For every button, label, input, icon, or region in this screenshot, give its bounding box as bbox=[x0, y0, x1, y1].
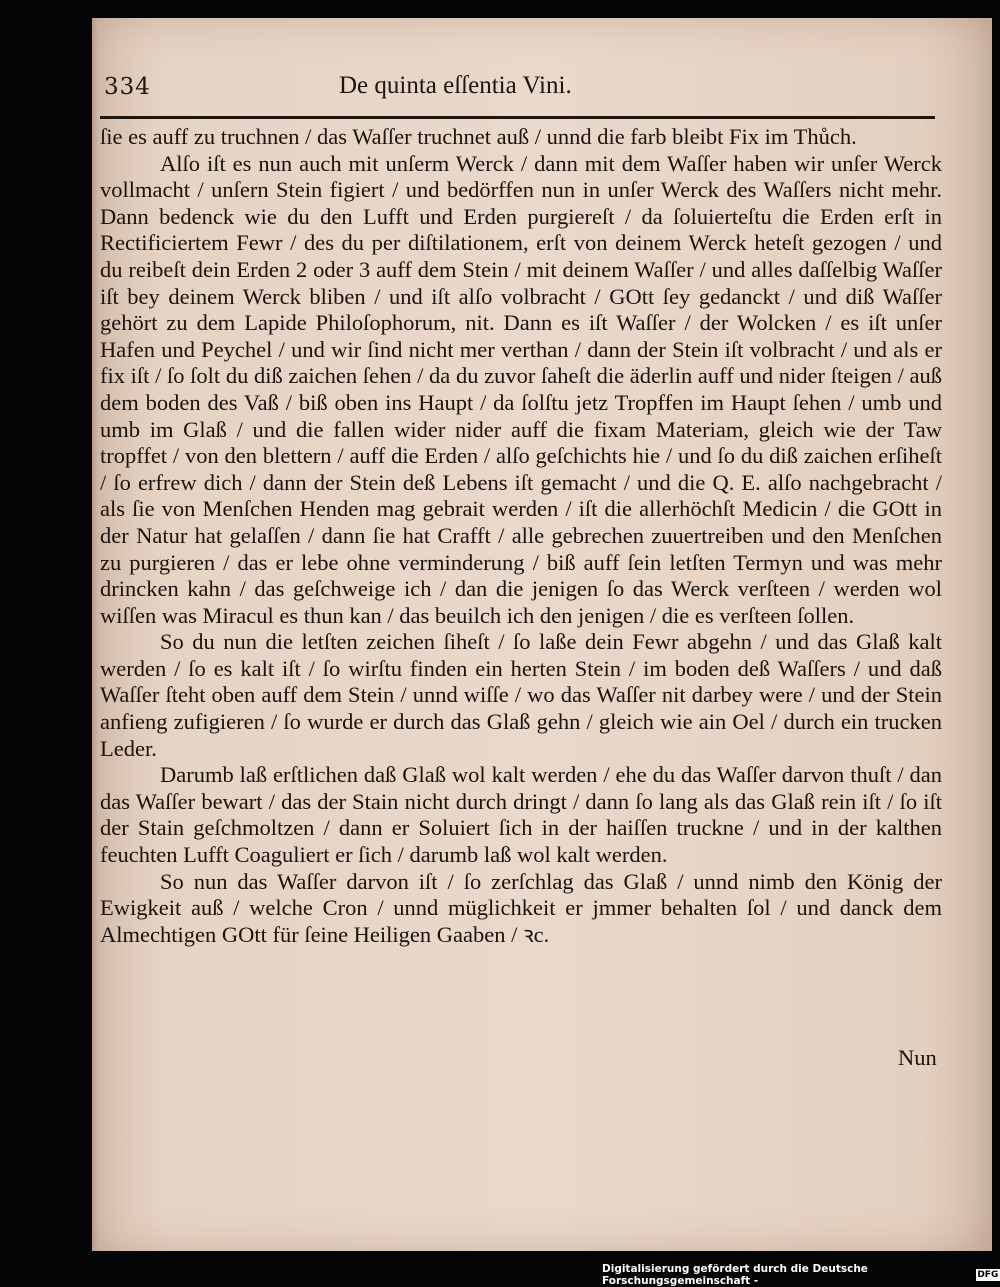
paragraph: So nun das Waſſer darvon iſt / ſo zerſchlag das Glaß / unnd nimb den König der Ewigkeit auß / welche Cron / unnd müglichkeit er jmmer behalten ſol / und danck dem Almechtigen GOtt für ſeine Heiligen Gaaben / ꝛc. bbox=[100, 868, 942, 947]
header-rule bbox=[100, 116, 935, 119]
paragraph: ſie es auff zu truchnen / das Waſſer truchnet auß / unnd die farb bleibt Fix im Thůch. bbox=[100, 124, 857, 149]
body-text bbox=[100, 124, 942, 948]
paragraph: So du nun die letſten zeichen ſiheſt / ſo laße dein Fewr abgehn / und das Glaß kalt werden / ſo es kalt iſt / ſo wirſtu finden ein herten Stein / im boden deß Waſſers / und daß Waſſer ſteht oben auff dem Stein / unnd wiſſe / wo das Waſſer nit darbey were / und der Stein anfieng zufigieren / ſo wurde er durch das Glaß gehn / gleich wie ain Oel / durch ein trucken Leder. bbox=[100, 629, 942, 761]
paragraph: Darumb laß erſtlichen daß Glaß wol kalt werden / ehe du das Waſſer darvon thuſt / dan das Waſſer bewart / das der Stain nicht durch dringt / dann ſo lang als das Glaß rein iſt / ſo iſt der Stain geſchmoltzen / dann er Soluiert ſich in der haiſſen truckne / und in der kalthen feuchten Lufft Coaguliert er ſich / darumb laß wol kalt werden. bbox=[100, 762, 942, 868]
running-head bbox=[104, 68, 980, 108]
dfg-logo-icon: DFG bbox=[977, 1270, 999, 1280]
page-number: 334 bbox=[104, 74, 151, 100]
catchword: Nun bbox=[898, 1045, 937, 1070]
footer-credit: Digitalisierung gefördert durch die Deutsche Forschungsgemeinschaft - bbox=[602, 1263, 868, 1287]
digitization-footer bbox=[602, 1263, 1000, 1287]
running-title: De quinta eſſentia Vini. bbox=[339, 72, 572, 99]
paragraph: Alſo iſt es nun auch mit unſerm Werck / dann mit dem Waſſer haben wir unſer Werck vollmacht / unſern Stein figiert / und bedörffen nun in unſer Werck des Waſſers nicht mehr. Dann bedenck wie du den Lufft und Erden purgiereſt / da ſoluierteſtu die Erden erſt in Rectificiertem Fewr / des du per diſtilationem, erſt von deinem Werck heteſt gezogen / und du reibeſt dein Erden 2 oder 3 auff dem Stein / mit deinem Waſſer / und alles daſſelbig Waſſer iſt bey deinem Werck bliben / und iſt alſo volbracht / GOtt ſey gedanckt / und diß Waſſer gehört zu dem Lapide Philoſophorum, nit. Dann es iſt Waſſer / der Wolcken / es iſt unſer Hafen und Peychel / und wir ſind nicht mer verthan / dann der Stein iſt volbracht / und als er fix iſt / ſo ſolt du diß zaichen ſehen / da du zuvor ſaheſt die äderlin auff und nider ſteigen / auß dem boden des Vaß / biß oben ins Haupt / da ſolſtu jetz Tropffen im Haupt ſehen / umb und umb im Glaß / und die fallen wider nider auff die fixam Materiam, gleich wie der Taw tropffet / von den blettern / auff die Erden / alſo geſchichts hie / und ſo du diß zaichen erſiheſt / ſo erfrew dich / dann der Stein deß Lebens iſt gemacht / und die Q. E. alſo nachgebracht / als ſie von Menſchen Henden mag gebrait werden / iſt die allerhöchſt Medicin / die GOtt in der Natur hat gelaſſen / dann ſie hat Crafft / alle gebrechen zuuertreiben und den Menſchen zu purgieren / das er lebe ohne verminderung / biß auff ſein letſten Termyn und was mehr drincken kahn / das geſchweige ich / dan die jenigen ſo das Werck verſteen / werden wol wiſſen was Miracul es thun kan / das beuilch ich den jenigen / die es verſteen ſollen. bbox=[100, 150, 942, 628]
page-gutter-shadow bbox=[92, 18, 98, 1251]
